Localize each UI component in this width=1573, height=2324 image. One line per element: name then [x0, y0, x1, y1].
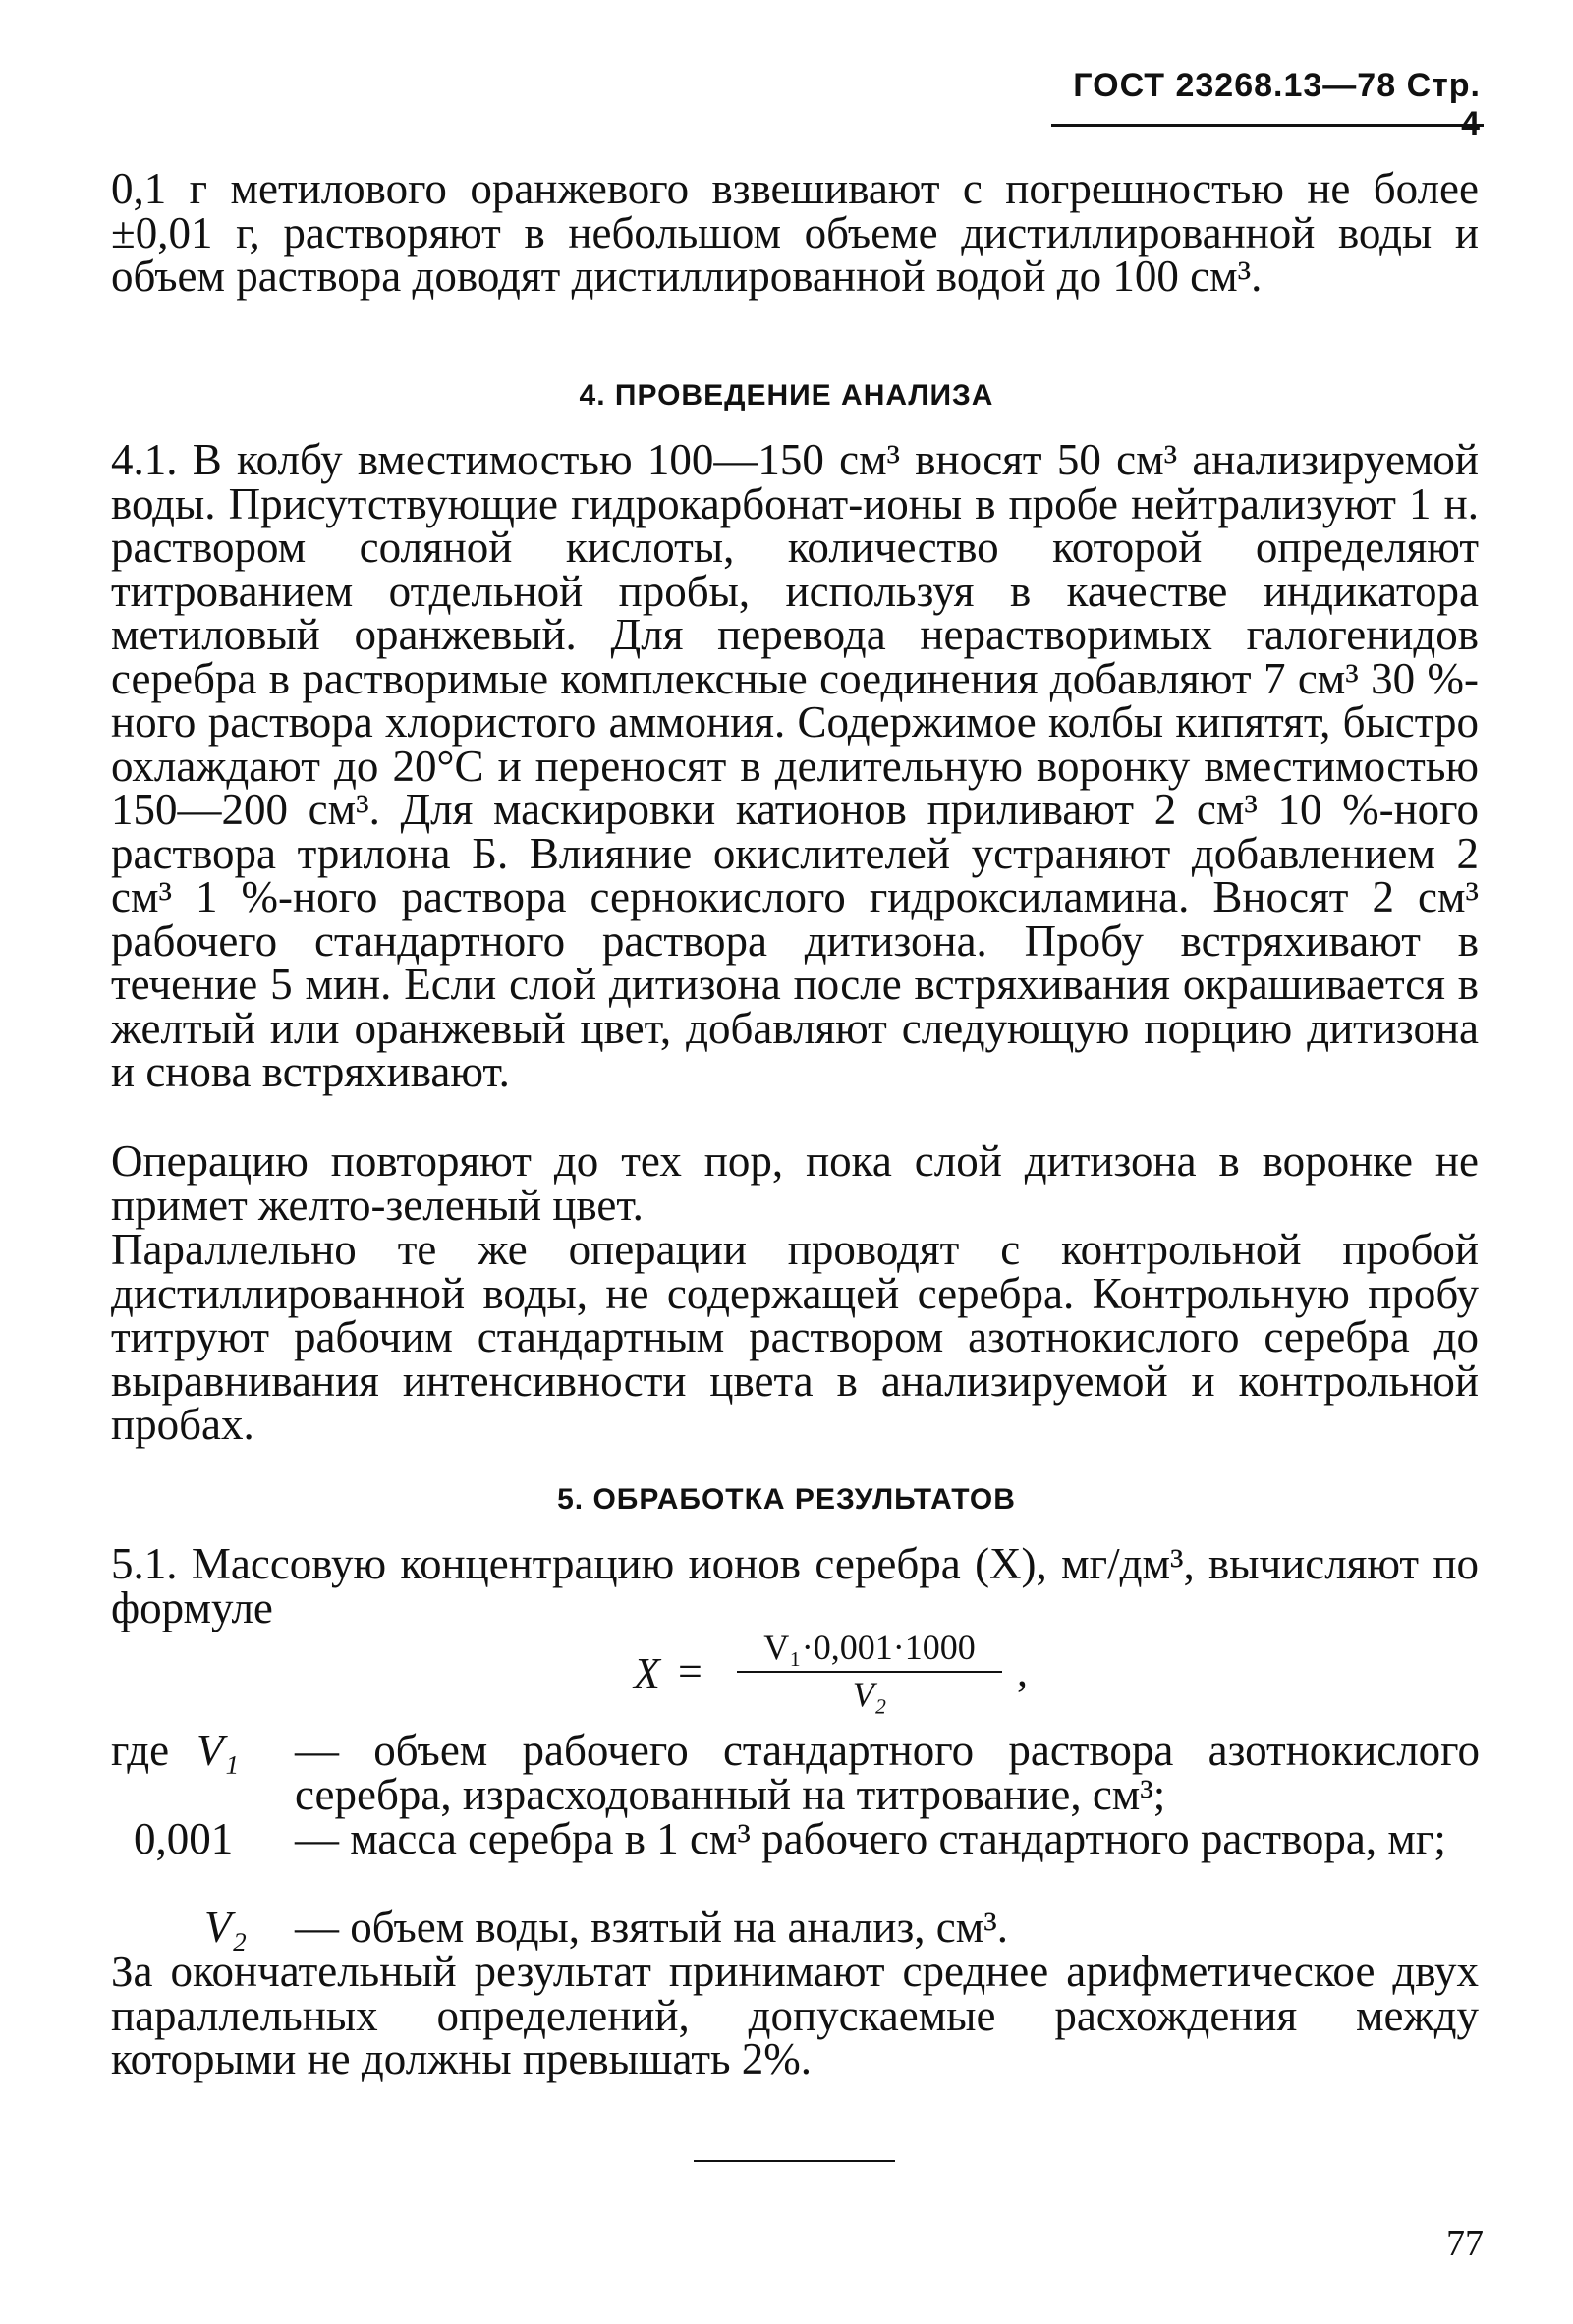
section-5-heading: 5. ОБРАБОТКА РЕЗУЛЬТАТОВ — [557, 1483, 1016, 1516]
definition-text-v2: — объем воды, взятый на анализ, см³. — [295, 1903, 1008, 1952]
definition-text-v1: — объем рабочего стандартного раствора азотнокислого серебра, израсходованный на титрование, см³; — [295, 1726, 1480, 1819]
definition-term-v2: V₂ — [204, 1903, 248, 1952]
section-5-paragraph-1: 5.1. Массовую концентрацию ионов серебра (X), мг/дм³, вычисляют по формуле — [111, 1539, 1479, 1632]
concentration-formula — [634, 1627, 1086, 1717]
intro-paragraph: 0,1 г метилового оранжевого взвешивают с погрешностью не более ±0,01 г, растворяют в небольшом объеме дистиллированной воды и объем раствора доводят дистиллированной водой до 100 см³. — [111, 164, 1479, 301]
formula-equals: = — [678, 1647, 702, 1695]
definition-term-0001: 0,001 — [134, 1814, 234, 1863]
formula-comma: , — [1017, 1647, 1028, 1695]
definition-term-v1: V₁ — [197, 1726, 240, 1775]
section-4-paragraph-2: Операцию повторяют до тех пор, пока слой дитизона в воронке не примет желто-зеленый цвет. — [111, 1136, 1479, 1230]
where-intro: где — [111, 1726, 170, 1775]
running-head: ГОСТ 23268.13—78 Стр. — [1073, 67, 1481, 104]
section-5-paragraph-2: За окончательный результат принимают среднее арифметическое двух параллельных определений, допускаемые расхождения между которыми не должны превышать 2%. — [111, 1947, 1479, 2083]
formula-numerator: V₁·0,001·1000 — [763, 1628, 976, 1667]
fraction-bar — [737, 1671, 1002, 1673]
formula-denominator: V₂ — [852, 1675, 887, 1714]
formula-lhs: X — [634, 1649, 660, 1697]
header-rule — [1051, 124, 1484, 127]
definition-text-0001: — масса серебра в 1 см³ рабочего стандартного раствора, мг; — [295, 1814, 1446, 1863]
page-number: 77 — [1446, 2223, 1484, 2264]
section-4-paragraph-3: Параллельно те же операции проводят с контрольной пробой дистиллированной воды, не содержащей серебра. Контрольную пробу титруют рабочим стандартным раствором азотнокислого серебра до выравнивания интенсивности цвета в анализируемой и контрольной пробах. — [111, 1225, 1479, 1449]
section-4-heading: 4. ПРОВЕДЕНИЕ АНАЛИЗА — [579, 379, 994, 412]
section-4-paragraph-1: 4.1. В колбу вместимостью 100—150 см³ вносят 50 см³ анализируемой воды. Присутствующие гидрокарбонат-ионы в пробе нейтрализуют 1 н. раствором соляной кислоты, количество которой определяют титрованием отдельной пробы, используя в качестве индикатора метиловый оранжевый. Для перевода нерастворимых галогенидов серебра в растворимые комплексные соединения добавляют 7 см³ 30 %-ного раствора хлористого аммония. Содержимое колбы кипятят, быстро охлаждают до 20°С и переносят в делительную воронку вместимостью 150—200 см³. Для маскировки катионов приливают 2 см³ 10 %-ного раствора трилона Б. Влияние окислителей устраняют добавлением 2 см³ 1 %-ного раствора сернокислого гидроксиламина. Вносят 2 см³ рабочего стандартного раствора дитизона. Пробу встряхивают в течение 5 мин. Если слой дитизона после встряхивания окрашивается в желтый или оранжевый цвет, добавляют следующую порцию дитизона и снова встряхивают. — [111, 435, 1479, 1096]
footer-rule — [694, 2160, 895, 2162]
